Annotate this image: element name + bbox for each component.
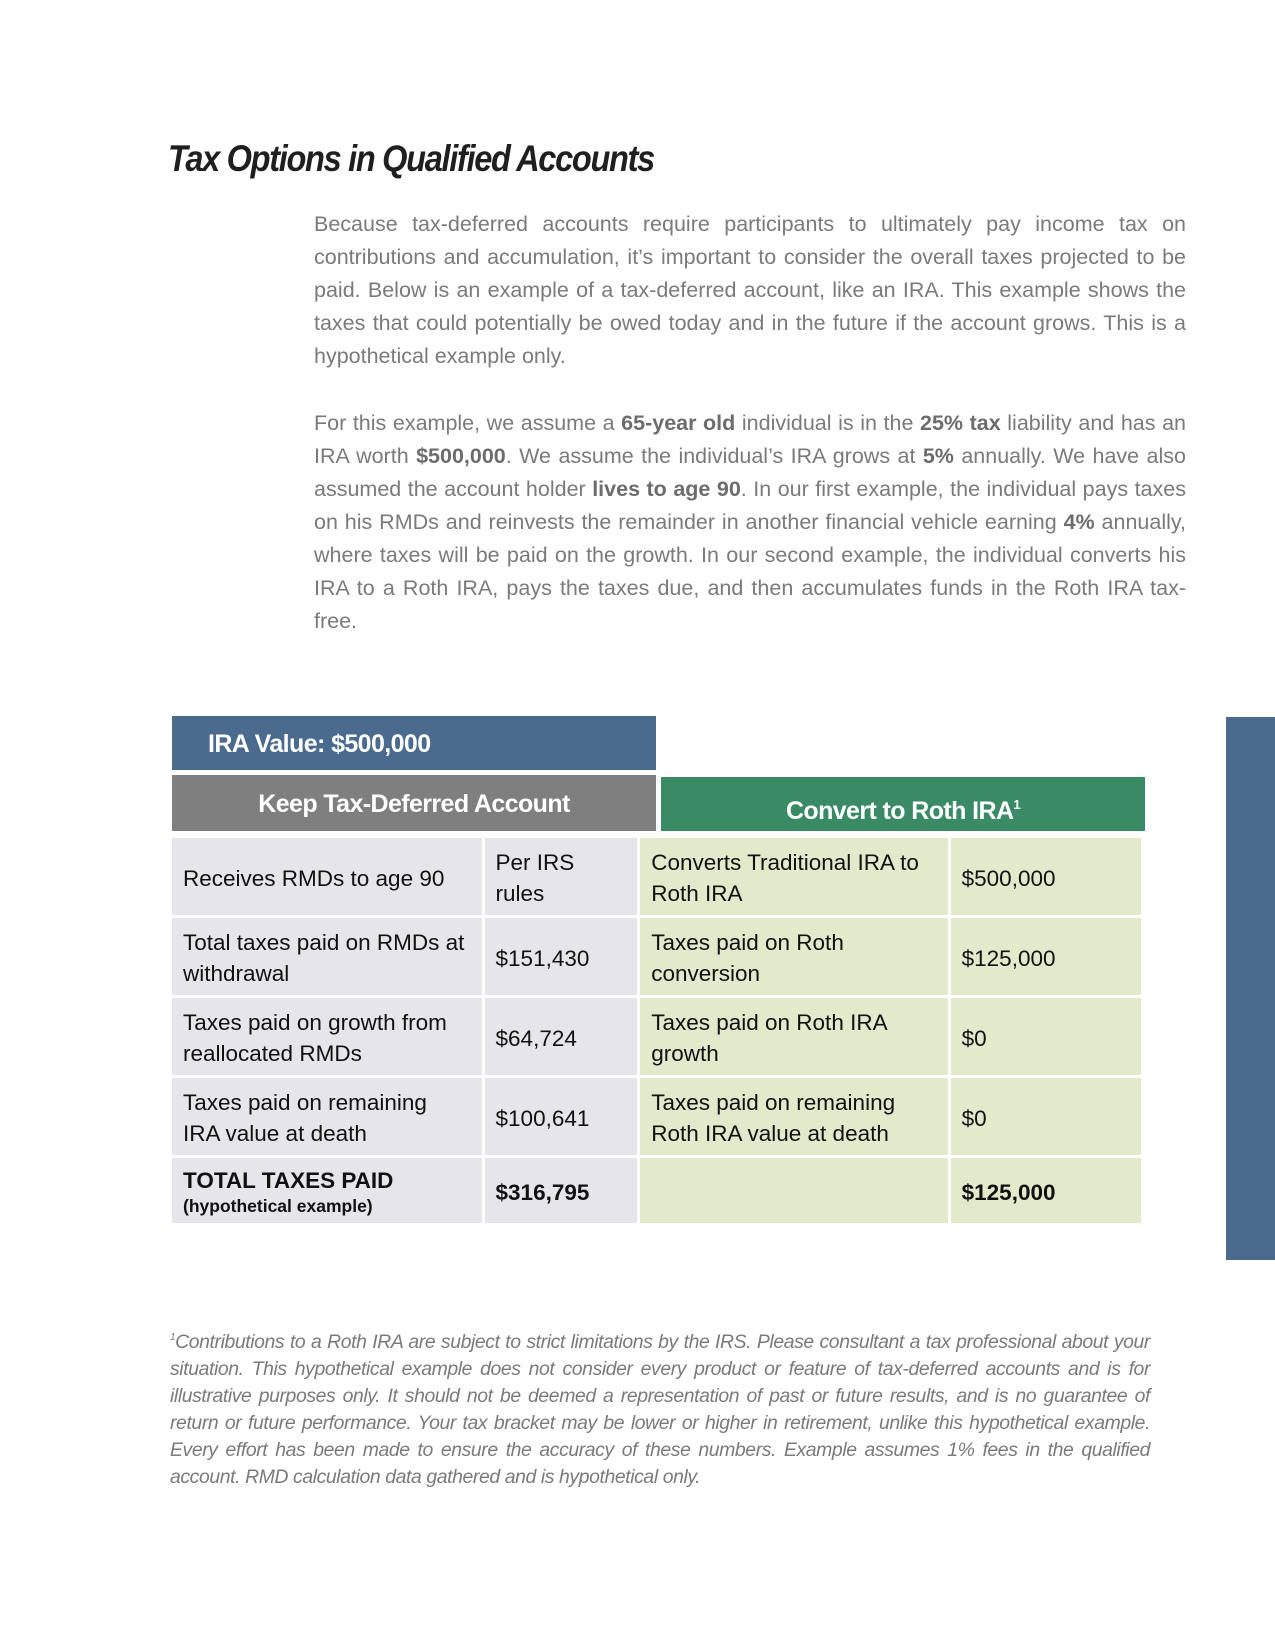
total-right-value: $125,000 bbox=[951, 1158, 1141, 1223]
right-row-value: $0 bbox=[951, 998, 1141, 1075]
comparison-table bbox=[169, 835, 1144, 1226]
footnote bbox=[170, 1324, 1150, 1491]
left-row-value: Per IRS rules bbox=[485, 838, 638, 915]
footnote-marker: 1 bbox=[170, 1332, 176, 1343]
table-row bbox=[172, 838, 1141, 915]
decorative-side-bar bbox=[1226, 717, 1275, 1260]
example-text: For this example, we assume a bbox=[314, 411, 622, 435]
example-text: liability and has an IRA worth bbox=[314, 411, 1186, 468]
example-bold-age: 65-year old bbox=[621, 411, 736, 435]
table-row bbox=[172, 918, 1141, 995]
total-left-value: $316,795 bbox=[485, 1158, 638, 1223]
right-row-value: $500,000 bbox=[951, 838, 1141, 915]
right-row-label: Taxes paid on Roth IRA growth bbox=[640, 998, 947, 1075]
table-row bbox=[172, 998, 1141, 1075]
total-row bbox=[172, 1158, 1141, 1223]
convert-roth-header bbox=[661, 777, 1145, 831]
right-row-label: Converts Traditional IRA to Roth IRA bbox=[640, 838, 947, 915]
right-row-label: Taxes paid on remaining Roth IRA value at death bbox=[640, 1078, 947, 1155]
example-text: . We assume the individual’s IRA grows at bbox=[505, 444, 923, 468]
left-row-value: $64,724 bbox=[485, 998, 638, 1075]
page-title: Tax Options in Qualified Accounts bbox=[168, 138, 654, 179]
example-bold-reinvest-rate: 4% bbox=[1063, 510, 1095, 534]
example-bold-ira-worth: $500,000 bbox=[416, 444, 506, 468]
total-right-label bbox=[640, 1158, 947, 1223]
example-text: annually, where taxes will be paid on the growth. In our second example, the individual converts his IRA to a Roth IRA, pays the taxes due, and then accumulates funds in the Roth IRA tax-free. bbox=[314, 510, 1186, 633]
example-text: annually. We have also assumed the account holder bbox=[314, 444, 1186, 501]
table-row bbox=[172, 1078, 1141, 1155]
ira-value-header: IRA Value: $500,000 bbox=[172, 716, 656, 770]
example-bold-growth: 5% bbox=[922, 444, 954, 468]
total-sublabel: (hypothetical example) bbox=[183, 1196, 373, 1216]
left-row-label: Taxes paid on remaining IRA value at death bbox=[172, 1078, 482, 1155]
convert-roth-header-label: Convert to Roth IRA bbox=[785, 797, 1014, 825]
left-row-label: Taxes paid on growth from reallocated RMDs bbox=[172, 998, 482, 1075]
right-row-value: $0 bbox=[951, 1078, 1141, 1155]
example-bold-lifespan: lives to age 90 bbox=[592, 477, 741, 501]
right-row-label: Taxes paid on Roth conversion bbox=[640, 918, 947, 995]
footnote-text: Contributions to a Roth IRA are subject to strict limitations by the IRS. Please consultant a tax professional about your situation. This hypothetical example does not consider every product or feature of tax-deferred accounts and is for illustrative purposes only. It should not be deemed a representation of past or future results, and is no guarantee of return or future performance. Your tax bracket may be lower or higher in retirement, unlike this hypothetical example. Every effort has been made to ensure the accuracy of these numbers. Example assumes 1% fees in the qualified account. RMD calculation data gathered and is hypothetical only. bbox=[170, 1331, 1150, 1488]
left-row-label: Receives RMDs to age 90 bbox=[172, 838, 482, 915]
total-label: TOTAL TAXES PAID bbox=[183, 1168, 394, 1193]
example-paragraph bbox=[314, 407, 1186, 638]
left-row-label: Total taxes paid on RMDs at withdrawal bbox=[172, 918, 482, 995]
footnote-marker: 1 bbox=[1013, 797, 1021, 812]
example-bold-tax: 25% tax bbox=[920, 411, 1001, 435]
example-text: . In our first example, the individual pays taxes on his RMDs and reinvests the remainder in another financial vehicle earning bbox=[314, 477, 1186, 534]
intro-paragraph: Because tax-deferred accounts require participants to ultimately pay income tax on contributions and accumulation, it’s important to consider the overall taxes projected to be paid. Below is an example of a tax-deferred account, like an IRA. This example shows the taxes that could potentially be owed today and in the future if the account grows. This is a hypothetical example only. bbox=[314, 212, 1186, 368]
total-label-cell bbox=[172, 1158, 482, 1223]
left-row-value: $151,430 bbox=[485, 918, 638, 995]
left-row-value: $100,641 bbox=[485, 1078, 638, 1155]
right-row-value: $125,000 bbox=[951, 918, 1141, 995]
example-text: individual is in the bbox=[735, 411, 920, 435]
keep-tax-deferred-header: Keep Tax-Deferred Account bbox=[172, 775, 656, 831]
